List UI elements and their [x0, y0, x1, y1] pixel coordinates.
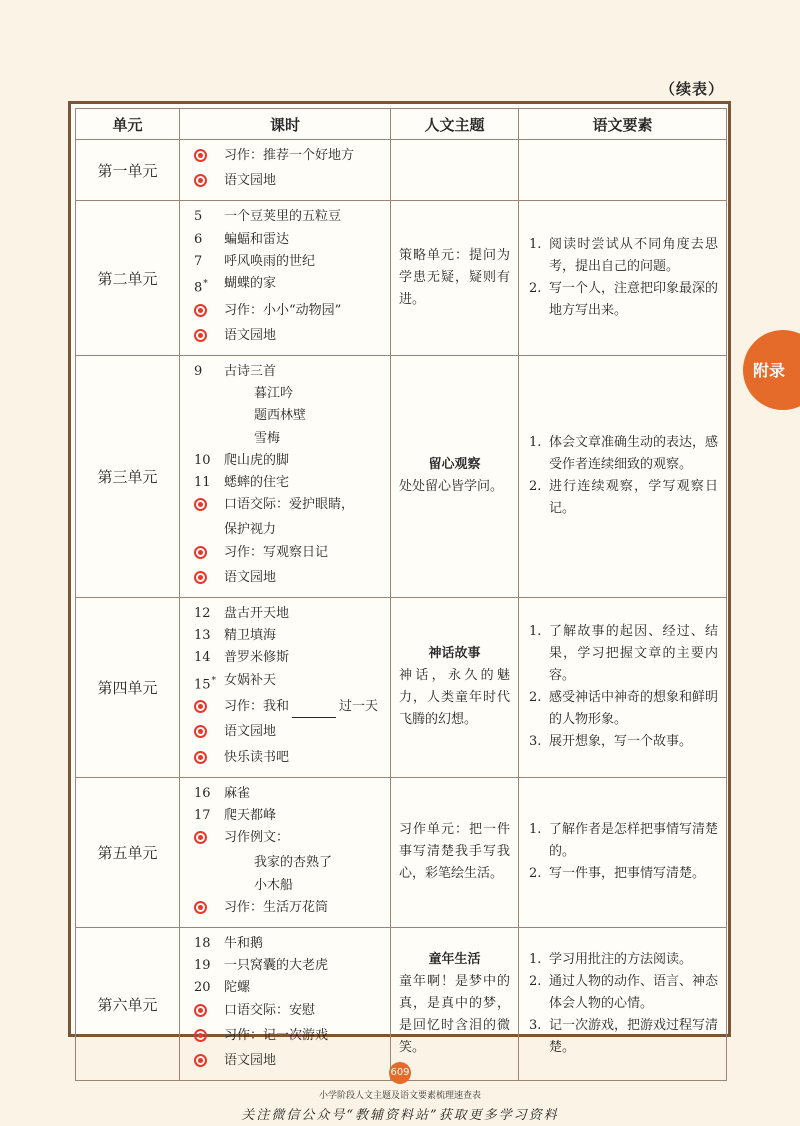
element-text: 体会文章准确生动的表达，感受作者连续细致的观察。: [549, 435, 719, 473]
element-text: 展开想象，写一个故事。: [549, 734, 693, 750]
lesson-number-text: 13: [194, 628, 211, 644]
lesson-number-text: 7: [194, 253, 203, 269]
lesson-number-text: 9: [194, 363, 203, 379]
lesson-number: [194, 670, 224, 697]
elements-cell: [519, 927, 727, 1080]
lesson-title-text: 陀螺: [224, 980, 251, 996]
unit-cell: 第六单元: [76, 927, 180, 1080]
lesson-number-text: 6: [194, 231, 203, 247]
lesson-title-text: 牛和鹅: [224, 935, 264, 951]
elements-cell: [519, 597, 727, 777]
lesson-title-text: 保护视力: [224, 522, 277, 538]
lesson-title-text: 雪梅: [254, 430, 281, 446]
lesson-number: [194, 251, 224, 273]
lesson-item: [194, 519, 384, 541]
lesson-title: [224, 805, 384, 827]
lesson-title: [224, 145, 384, 167]
lesson-title: [224, 721, 384, 743]
lesson-item: [194, 428, 384, 450]
table-frame: [68, 101, 731, 1068]
element-item: [529, 621, 718, 687]
lesson-title-text: 语文园地: [224, 327, 277, 343]
lesson-item: [194, 670, 384, 697]
header-lessons: 课时: [180, 109, 391, 140]
element-item: [529, 476, 718, 520]
lesson-title-text: 蝙蝠和雷达: [224, 231, 290, 247]
target-circle-icon: [194, 901, 207, 914]
continued-label: （续表）: [659, 80, 724, 98]
lesson-title: [224, 827, 384, 849]
lesson-item: [194, 472, 384, 494]
element-text: 了解作者是怎样把事情写清楚的。: [549, 822, 719, 860]
lesson-title-text: 习作：生活万花筒: [224, 899, 329, 915]
header-unit: 单元: [76, 109, 180, 140]
lesson-number: [194, 361, 224, 383]
unit-cell: 第三单元: [76, 355, 180, 597]
lesson-title-text: 普罗米修斯: [224, 650, 290, 666]
lesson-title-text: 习作：我和: [224, 699, 290, 715]
theme-title: 童年生活: [428, 952, 481, 968]
lesson-item: [194, 1025, 384, 1050]
lesson-number-text: 12: [194, 605, 211, 621]
lesson-title-text: 我家的杏熟了: [254, 855, 333, 871]
lesson-title: [224, 170, 384, 192]
optional-star: *: [211, 675, 217, 686]
element-number: 1.: [529, 952, 542, 968]
element-number: 2.: [529, 690, 542, 706]
table-row: [76, 597, 727, 777]
lesson-title: [224, 251, 384, 273]
lesson-number: [194, 603, 224, 625]
lesson-title: [224, 450, 384, 472]
lessons-cell: [180, 927, 391, 1080]
lesson-title-text: 语文园地: [224, 1052, 277, 1068]
lesson-number: [194, 1025, 224, 1050]
unit-cell: 第四单元: [76, 597, 180, 777]
lesson-number-text: 5: [194, 209, 203, 225]
lesson-item: [194, 450, 384, 472]
lessons-cell: [180, 355, 391, 597]
lesson-title: [224, 647, 384, 669]
target-circle-icon: [194, 571, 207, 584]
theme-cell: [391, 597, 519, 777]
fill-in-blank: [292, 704, 336, 718]
table-row: [76, 927, 727, 1080]
theme-cell: [391, 201, 519, 356]
appendix-tab[interactable]: [743, 330, 800, 410]
lesson-title: [224, 361, 384, 383]
lesson-title-text: 口语交际：安慰: [224, 1002, 316, 1018]
lesson-title-text: 习作：小小“动物园”: [224, 302, 342, 318]
lesson-number-text: 10: [194, 452, 211, 468]
optional-star: *: [203, 279, 208, 290]
lesson-title: [224, 625, 384, 647]
lesson-title-text: 暮江吟: [254, 386, 294, 402]
lesson-title: [224, 273, 384, 295]
lesson-number: [194, 625, 224, 647]
lesson-item: [194, 206, 384, 228]
lesson-title: [224, 897, 384, 919]
elements-cell: [519, 201, 727, 356]
element-text: 感受神话中神奇的想象和鲜明的人物形象。: [549, 690, 719, 728]
element-item: [529, 432, 718, 476]
header-elements: 语文要素: [519, 109, 727, 140]
lesson-title: [224, 933, 384, 955]
lesson-item: [194, 170, 384, 195]
lesson-title: [224, 1000, 384, 1022]
lesson-number: [194, 273, 224, 300]
target-circle-icon: [194, 751, 207, 764]
element-number: 2.: [529, 281, 542, 297]
lesson-item: [194, 325, 384, 350]
lesson-item: [194, 567, 384, 592]
lesson-item: [194, 805, 384, 827]
lesson-title-after: 过一天: [339, 699, 379, 715]
lesson-number: [194, 145, 224, 170]
lesson-title-text: 精卫填海: [224, 628, 277, 644]
lesson-number: [194, 472, 224, 494]
lesson-title-text: 习作：写观察日记: [224, 544, 329, 560]
lesson-title-text: 习作例文：: [224, 830, 290, 846]
element-item: [529, 687, 718, 731]
lesson-title: [224, 325, 384, 347]
theme-body: 神话，永久的魅力，人类童年时代飞腾的幻想。: [399, 668, 510, 728]
lesson-number: [194, 300, 224, 325]
target-circle-icon: [194, 329, 207, 342]
target-circle-icon: [194, 149, 207, 162]
lesson-number: [194, 1000, 224, 1025]
lesson-title-text: 语文园地: [224, 569, 277, 585]
lessons-cell: [180, 201, 391, 356]
lesson-title: [224, 875, 384, 897]
lesson-title-text: 题西林壁: [254, 408, 307, 424]
lesson-number: [194, 206, 224, 228]
footer-title: 小学阶段人文主题及语文要素梳理速查表: [318, 1091, 481, 1101]
target-circle-icon: [194, 1029, 207, 1042]
lesson-title-text: 一只窝囊的大老虎: [224, 958, 329, 974]
lesson-number: [194, 955, 224, 977]
lesson-title: [224, 428, 384, 450]
target-circle-icon: [194, 498, 207, 511]
element-text: 阅读时尝试从不同角度去思考，提出自己的问题。: [549, 237, 718, 275]
lesson-title: [224, 783, 384, 805]
element-number: 1.: [529, 822, 542, 838]
theme-body: 习作单元：把一件事写清楚我手写我心，彩笔绘生活。: [399, 822, 510, 882]
theme-title: 神话故事: [428, 646, 481, 662]
element-text: 通过人物的动作、语言、神态体会人物的心情。: [549, 974, 719, 1012]
lesson-title-text: 蟋蟀的住宅: [224, 474, 290, 490]
target-circle-icon: [194, 304, 207, 317]
element-number: 1.: [529, 624, 542, 640]
lesson-item: [194, 933, 384, 955]
element-text: 记一次游戏，把游戏过程写清楚。: [549, 1018, 719, 1056]
lesson-item: [194, 875, 384, 897]
lesson-title-text: 一个豆荚里的五粒豆: [224, 209, 342, 225]
lesson-title-text: 女娲补天: [224, 672, 277, 688]
lesson-title: [224, 300, 384, 322]
lesson-item: [194, 145, 384, 170]
target-circle-icon: [194, 700, 207, 713]
lesson-item: [194, 647, 384, 669]
page-number: 609: [389, 1062, 411, 1084]
curriculum-table: [75, 108, 727, 1081]
lesson-title: [224, 206, 384, 228]
lesson-number: [194, 747, 224, 772]
lesson-item: [194, 897, 384, 922]
target-circle-icon: [194, 546, 207, 559]
lesson-title-text: 爬山虎的脚: [224, 452, 290, 468]
lesson-item: [194, 696, 384, 721]
lesson-number: [194, 827, 224, 852]
lesson-title-text: 习作：推荐一个好地方: [224, 148, 355, 163]
table-row: [76, 777, 727, 927]
lesson-number: [194, 933, 224, 955]
appendix-tab-label: 附录: [753, 361, 786, 380]
table-row: [76, 355, 727, 597]
unit-cell: 第一单元: [76, 140, 180, 201]
lesson-item: [194, 852, 384, 874]
lesson-number: [194, 542, 224, 567]
footer-note: 关注微信公众号“教辅资料站”获取更多学习资料: [241, 1108, 559, 1123]
element-item: [529, 1015, 718, 1059]
lesson-item: [194, 625, 384, 647]
lesson-item: [194, 783, 384, 805]
element-number: 1.: [529, 435, 542, 451]
lesson-title: [224, 955, 384, 977]
theme-title: 留心观察: [428, 457, 481, 473]
lesson-title-text: 麻雀: [224, 785, 251, 801]
element-text: 了解故事的起因、经过、结果，学习把握文章的主要内容。: [549, 624, 718, 684]
element-number: 2.: [529, 479, 542, 495]
lesson-number-text: 18: [194, 935, 211, 951]
unit-cell: 第二单元: [76, 201, 180, 356]
element-item: [529, 971, 718, 1015]
lesson-title: [224, 567, 384, 589]
lesson-title-text: 习作：记一次游戏: [224, 1027, 329, 1043]
lesson-title-text: 语文园地: [224, 724, 277, 740]
lesson-title-text: 古诗三首: [224, 363, 277, 379]
lesson-number: [194, 450, 224, 472]
element-number: 1.: [529, 237, 542, 253]
lesson-item: [194, 405, 384, 427]
elements-cell: [519, 355, 727, 597]
lesson-item: [194, 603, 384, 625]
lesson-number: [194, 325, 224, 350]
lesson-title-text: 盘古开天地: [224, 605, 290, 621]
header-row: [76, 109, 727, 140]
elements-cell: [519, 140, 727, 201]
lesson-title-text: 语文园地: [224, 173, 277, 189]
lesson-item: [194, 747, 384, 772]
element-item: [529, 234, 718, 278]
lesson-item: [194, 494, 384, 519]
lesson-title: [224, 405, 384, 427]
element-text: 进行连续观察，学写观察日记。: [549, 479, 718, 517]
lessons-cell: [180, 777, 391, 927]
lesson-title-text: 爬天都峰: [224, 807, 277, 823]
element-item: [529, 819, 718, 863]
element-number: 3.: [529, 1018, 542, 1034]
lesson-number: [194, 805, 224, 827]
lesson-item: [194, 721, 384, 746]
lesson-number-text: 20: [194, 980, 211, 996]
lesson-title: [224, 670, 384, 692]
lesson-item: [194, 383, 384, 405]
lesson-item: [194, 542, 384, 567]
lesson-item: [194, 1050, 384, 1075]
theme-cell: [391, 355, 519, 597]
lesson-number-text: 15: [194, 676, 211, 692]
lesson-number-text: 11: [194, 474, 211, 490]
lesson-number: [194, 897, 224, 922]
lesson-title-text: 口语交际：爱护眼睛，: [224, 497, 355, 513]
header-theme: 人文主题: [391, 109, 519, 140]
table-row: [76, 201, 727, 356]
lesson-item: [194, 251, 384, 273]
lesson-number: [194, 696, 224, 721]
lesson-title: [224, 472, 384, 494]
lesson-number-text: 14: [194, 650, 211, 666]
elements-cell: [519, 777, 727, 927]
theme-body: 童年啊！是梦中的真，是真中的梦，是回忆时含泪的微笑。: [399, 974, 510, 1056]
theme-cell: [391, 777, 519, 927]
lessons-cell: [180, 597, 391, 777]
lesson-item: [194, 1000, 384, 1025]
target-circle-icon: [194, 174, 207, 187]
lesson-item: [194, 955, 384, 977]
lesson-number: [194, 783, 224, 805]
element-item: [529, 863, 718, 885]
lesson-item: [194, 977, 384, 999]
unit-cell: 第五单元: [76, 777, 180, 927]
lesson-item: [194, 273, 384, 300]
element-number: 3.: [529, 734, 542, 750]
lesson-title: [224, 542, 384, 564]
element-text: 写一件事，把事情写清楚。: [549, 866, 706, 882]
lesson-title: [224, 1025, 384, 1047]
lesson-title-text: 呼风唤雨的世纪: [224, 253, 316, 269]
lesson-title-text: 蝴蝶的家: [224, 276, 277, 292]
lesson-number: [194, 721, 224, 746]
theme-body: 策略单元：提问为学患无疑，疑则有进。: [399, 248, 510, 308]
lesson-item: [194, 229, 384, 251]
lesson-number: [194, 229, 224, 251]
lesson-number: [194, 494, 224, 519]
element-text: 写一个人，注意把印象最深的地方写出来。: [549, 281, 719, 319]
theme-cell: [391, 927, 519, 1080]
target-circle-icon: [194, 1054, 207, 1067]
lesson-title: [224, 852, 384, 874]
theme-cell: [391, 140, 519, 201]
element-text: 学习用批注的方法阅读。: [549, 952, 693, 968]
lesson-number: [194, 1050, 224, 1075]
lesson-title: [224, 519, 384, 541]
lesson-number: [194, 977, 224, 999]
element-item: [529, 949, 718, 971]
lesson-number: [194, 567, 224, 592]
lesson-item: [194, 361, 384, 383]
element-number: 2.: [529, 974, 542, 990]
lesson-title: [224, 1050, 384, 1072]
lesson-title: [224, 229, 384, 251]
theme-body: 处处留心皆学问。: [399, 479, 504, 495]
lesson-number-text: 19: [194, 958, 211, 974]
lesson-item: [194, 300, 384, 325]
lesson-number-text: 8: [194, 280, 203, 296]
target-circle-icon: [194, 725, 207, 738]
lesson-number: [194, 170, 224, 195]
lesson-number: [194, 647, 224, 669]
lesson-title: [224, 494, 384, 516]
lessons-cell: [180, 140, 391, 201]
lesson-title-text: 快乐读书吧: [224, 749, 290, 765]
lesson-title: [224, 696, 384, 718]
element-number: 2.: [529, 866, 542, 882]
lesson-title: [224, 747, 384, 769]
lesson-title-text: 小木船: [254, 877, 294, 893]
target-circle-icon: [194, 831, 207, 844]
table-row: [76, 140, 727, 201]
lesson-title: [224, 383, 384, 405]
element-item: [529, 731, 718, 753]
lesson-item: [194, 827, 384, 852]
lesson-number-text: 16: [194, 785, 211, 801]
lesson-title: [224, 977, 384, 999]
lesson-number-text: 17: [194, 807, 211, 823]
element-item: [529, 278, 718, 322]
lesson-title: [224, 603, 384, 625]
target-circle-icon: [194, 1004, 207, 1017]
